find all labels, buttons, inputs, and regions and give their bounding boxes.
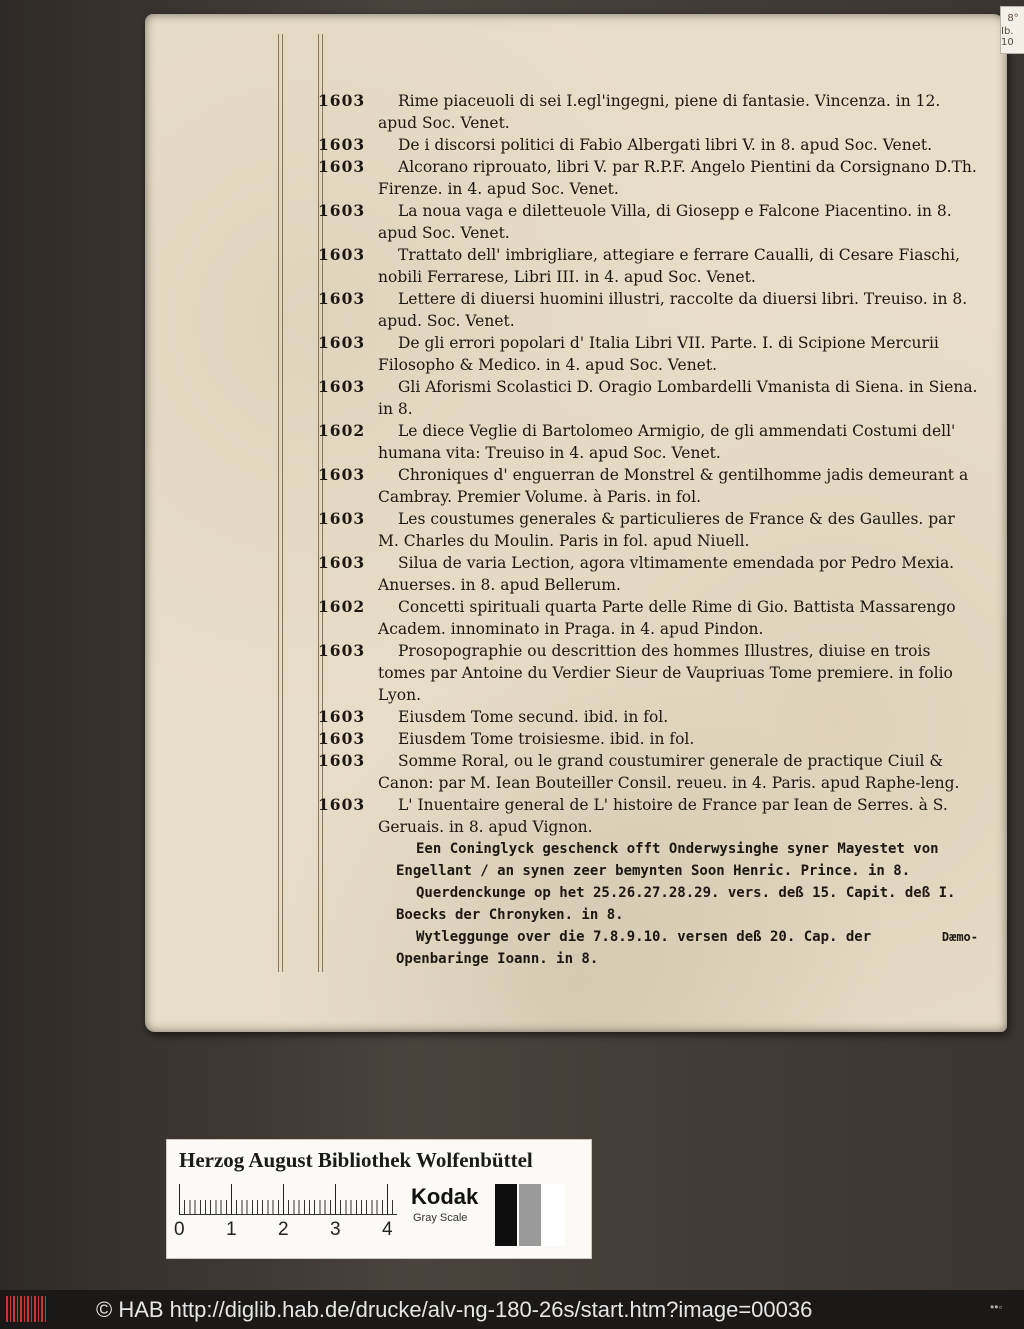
- entry-year: 1603: [318, 333, 366, 352]
- ruler-number: 1: [226, 1219, 237, 1240]
- copyright-url[interactable]: © HAB http://diglib.hab.de/drucke/alv-ng-180-26s/start.htm?image=00036: [96, 1297, 813, 1322]
- margin-rule: [282, 34, 283, 972]
- entry-text: Alcorano riprouato, libri V. par R.P.F. Angelo Pientini da Corsignano D.Th. Firenze. in 4. apud Soc. Venet.: [378, 158, 977, 198]
- catalogue-entry: [318, 90, 978, 134]
- gray-swatch: [519, 1184, 541, 1246]
- catalogue-entry: [318, 244, 978, 288]
- entry-text: L' Inuentaire general de L' histoire de France par Iean de Serres. à S. Geruais. in 8. apud Vignon.: [378, 796, 948, 836]
- entry-text: Chroniques d' enguerran de Monstrel & gentilhomme jadis demeurant a Cambray. Premier Volume. à Paris. in fol.: [378, 466, 969, 506]
- entry-text: Eiusdem Tome secund. ibid. in fol.: [398, 708, 669, 726]
- gothic-entry: Querdenckunge op het 25.26.27.28.29. vers. deß 15. Capit. deß I. Boecks der Chronyken. in 8.: [396, 885, 956, 923]
- ruler-major-tick: [283, 1184, 284, 1214]
- ruler-number: 4: [382, 1219, 393, 1240]
- catalogue-entries: [318, 90, 978, 970]
- catalogue-entry: [318, 156, 978, 200]
- catalogue-entry: [318, 728, 978, 750]
- catalogue-entry: [318, 332, 978, 376]
- catalogue-entry: [318, 376, 978, 420]
- library-color-card: [166, 1139, 592, 1259]
- entry-year: 1603: [318, 135, 366, 154]
- ruler-major-tick: [387, 1184, 388, 1214]
- catalogue-entry: [318, 552, 978, 596]
- entry-year: 1603: [318, 91, 366, 110]
- ruler-number: 0: [174, 1219, 185, 1240]
- entry-text: Eiusdem Tome troisiesme. ibid. in fol.: [398, 730, 695, 748]
- entry-text: Prosopographie ou descrittion des hommes Illustres, diuise en trois tomes par Antoine du Verdier Sieur de Vaupriuas Tome premiere. in folio Lyon.: [378, 642, 953, 704]
- entry-year: 1603: [318, 553, 366, 572]
- entry-text: Somme Roral, ou le grand coustumirer generale de practique Ciuil & Canon: par M. Iean Bouteiller Consil. reueu. in 4. Paris. apud Raphe-leng.: [378, 752, 960, 792]
- entry-text: Rime piaceuoli di sei I.egl'ingegni, piene di fantasie. Vincenza. in 12. apud Soc. Venet.: [378, 92, 941, 132]
- shelfmark-line: Ib. 10: [1001, 25, 1014, 48]
- library-name: Herzog August Bibliothek Wolfenbüttel: [179, 1148, 533, 1172]
- entry-year: 1603: [318, 641, 366, 660]
- ruler-number: 3: [330, 1219, 341, 1240]
- entry-text: La noua vaga e diletteuole Villa, di Giosepp e Falcone Piacentino. in 8. apud Soc. Venet.: [378, 202, 952, 242]
- entry-text: De i discorsi politici di Fabio Albergati libri V. in 8. apud Soc. Venet.: [398, 136, 933, 154]
- entry-text: Trattato dell' imbrigliare, attegiare e ferrare Caualli, di Cesare Fiaschi, nobili Ferrarese, Libri III. in 4. apud Soc. Venet.: [378, 246, 960, 286]
- kodak-logo: Kodak: [411, 1184, 479, 1209]
- entry-year: 1603: [318, 465, 366, 484]
- entry-text: De gli errori popolari d' Italia Libri VII. Parte. I. di Scipione Mercurii Filosopho & Medico. in 4. apud Soc. Venet.: [378, 334, 939, 374]
- catchword: Dæmo-: [941, 930, 978, 944]
- footer-bar: [0, 1290, 1024, 1329]
- catalogue-entry: [318, 464, 978, 508]
- scale-ruler: [179, 1184, 397, 1215]
- gray-swatch: [495, 1184, 517, 1246]
- shelfmark-label: [1000, 6, 1024, 54]
- entry-year: 1603: [318, 289, 366, 308]
- gothic-entry-text: Wytleggunge over die 7.8.9.10. versen deß 20. Cap. der Openbaringe Ioann. in 8.: [396, 929, 872, 967]
- ruler-major-tick: [231, 1184, 232, 1214]
- entry-year: 1603: [318, 729, 366, 748]
- shelfmark-line: 8°: [1007, 12, 1019, 24]
- gothic-entry: [396, 926, 978, 970]
- dots-icon: ••◦: [990, 1300, 1003, 1314]
- entry-year: 1603: [318, 245, 366, 264]
- catalogue-entry: [318, 794, 978, 838]
- catalogue-entry: [318, 420, 978, 464]
- gray-scale-label: Gray Scale: [413, 1212, 468, 1224]
- entry-text: Concetti spirituali quarta Parte delle Rime di Gio. Battista Massarengo Academ. innominato in Praga. in 4. apud Pindon.: [378, 598, 956, 638]
- gray-swatch: [543, 1184, 565, 1246]
- entry-text: Gli Aforismi Scolastici D. Oragio Lombardelli Vmanista di Siena. in Siena. in 8.: [378, 378, 978, 418]
- ruler-major-tick: [335, 1184, 336, 1214]
- entry-year: 1603: [318, 795, 366, 814]
- catalogue-entry: [318, 750, 978, 794]
- entry-text: Silua de varia Lection, agora vltimamente emendada por Pedro Mexia. Anuerses. in 8. apud Bellerum.: [378, 554, 955, 594]
- entry-text: Lettere di diuersi huomini illustri, raccolte da diuersi libri. Treuiso. in 8. apud. Soc. Venet.: [378, 290, 968, 330]
- entry-year: 1602: [318, 421, 366, 440]
- catalogue-entry: [318, 508, 978, 552]
- entry-year: 1603: [318, 707, 366, 726]
- catalogue-entry: [318, 640, 978, 706]
- entry-text: Les coustumes generales & particulieres de France & des Gaulles. par M. Charles du Moulin. Paris in fol. apud Niuell.: [378, 510, 955, 550]
- gothic-entry: Een Coninglyck geschenck offt Onderwysinghe syner Mayestet von Engellant / an synen zeer bemynten Soon Henric. Prince. in 8.: [396, 841, 939, 879]
- barcode-icon: [6, 1296, 46, 1322]
- catalogue-entry: [318, 706, 978, 728]
- entry-year: 1602: [318, 597, 366, 616]
- entry-year: 1603: [318, 509, 366, 528]
- margin-rule: [278, 34, 279, 972]
- entry-text: Le diece Veglie di Bartolomeo Armigio, de gli ammendati Costumi dell' humana vita: Treuiso in 4. apud Soc. Venet.: [378, 422, 956, 462]
- entry-year: 1603: [318, 751, 366, 770]
- entry-year: 1603: [318, 377, 366, 396]
- entry-year: 1603: [318, 157, 366, 176]
- catalogue-entry: [318, 288, 978, 332]
- ruler-number: 2: [278, 1219, 289, 1240]
- entry-year: 1603: [318, 201, 366, 220]
- catalogue-entry: [318, 200, 978, 244]
- ruler-major-tick: [179, 1184, 180, 1214]
- catalogue-entry: [318, 134, 978, 156]
- catalogue-entry: [318, 596, 978, 640]
